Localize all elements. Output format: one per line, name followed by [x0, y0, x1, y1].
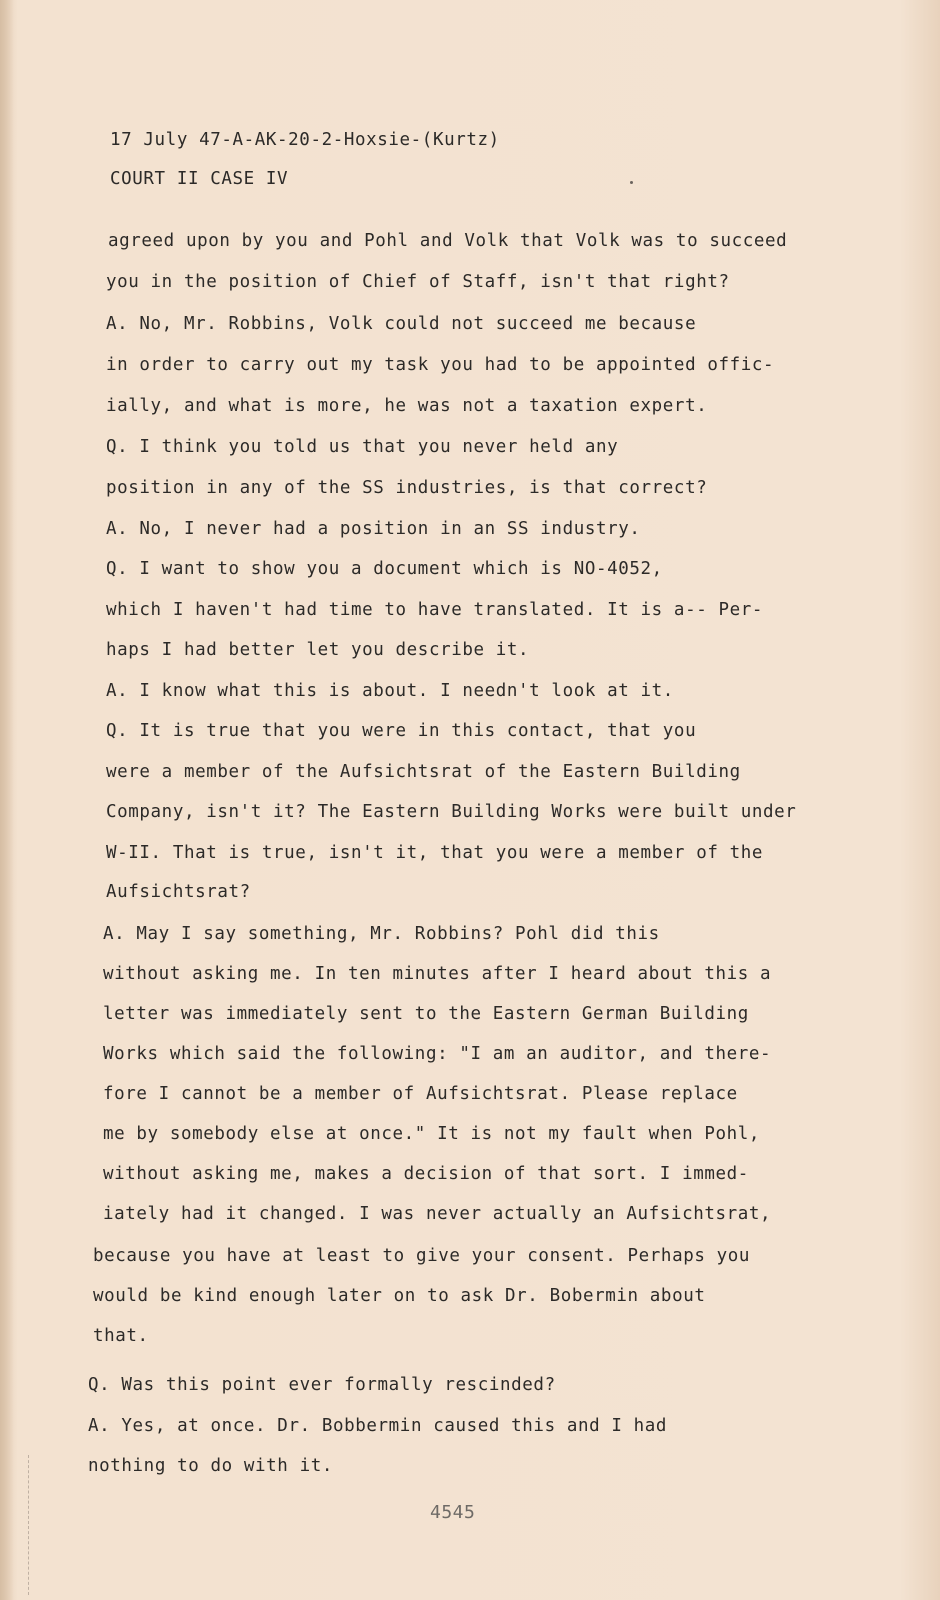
body-line: Aufsichtsrat?	[106, 882, 251, 902]
margin-scribble	[28, 1455, 43, 1595]
body-line: letter was immediately sent to the Eastern German Building	[103, 1004, 749, 1024]
body-line: without asking me, makes a decision of that sort. I immed-	[103, 1164, 749, 1184]
body-line: because you have at least to give your consent. Perhaps you	[93, 1246, 751, 1266]
body-line: that.	[93, 1326, 149, 1346]
body-line: A. No, I never had a position in an SS industry.	[106, 519, 641, 539]
body-line: A. I know what this is about. I needn't look at it.	[106, 681, 674, 701]
body-line: Works which said the following: "I am an auditor, and there-	[103, 1044, 772, 1064]
body-line: iately had it changed. I was never actually an Aufsichtsrat,	[103, 1204, 772, 1224]
body-line: which I haven't had time to have translated. It is a-- Per-	[106, 600, 764, 620]
body-line: were a member of the Aufsichtsrat of the Eastern Building	[106, 762, 741, 782]
body-line: fore I cannot be a member of Aufsichtsrat. Please replace	[103, 1084, 738, 1104]
body-line: Q. Was this point ever formally rescinded?	[88, 1375, 556, 1395]
body-line: me by somebody else at once." It is not my fault when Pohl,	[103, 1124, 761, 1144]
body-line: you in the position of Chief of Staff, isn't that right?	[106, 272, 730, 292]
body-line: A. May I say something, Mr. Robbins? Pohl did this	[103, 924, 660, 944]
header-court-case: COURT II CASE IV	[110, 169, 289, 189]
body-line: A. No, Mr. Robbins, Volk could not succeed me because	[106, 314, 697, 334]
body-line: Q. It is true that you were in this contact, that you	[106, 721, 697, 741]
body-line: ially, and what is more, he was not a taxation expert.	[106, 396, 708, 416]
body-line: Q. I think you told us that you never held any	[106, 437, 619, 457]
body-line: in order to carry out my task you had to be appointed offic-	[106, 355, 775, 375]
body-line: A. Yes, at once. Dr. Bobbermin caused this and I had	[88, 1416, 668, 1436]
header-transcript-id: 17 July 47-A-AK-20-2-Hoxsie-(Kurtz)	[110, 130, 500, 150]
body-line: nothing to do with it.	[88, 1456, 333, 1476]
body-line: would be kind enough later on to ask Dr. Bobermin about	[93, 1286, 706, 1306]
body-line: Q. I want to show you a document which is NO-4052,	[106, 559, 663, 579]
body-line: without asking me. In ten minutes after I heard about this a	[103, 964, 772, 984]
body-line: position in any of the SS industries, is that correct?	[106, 478, 708, 498]
ink-dot	[630, 181, 633, 184]
body-line: W-II. That is true, isn't it, that you were a member of the	[106, 843, 764, 863]
page-number: 4545	[430, 1502, 476, 1523]
body-line: Company, isn't it? The Eastern Building Works were built under	[106, 802, 797, 822]
body-line: agreed upon by you and Pohl and Volk that Volk was to succeed	[108, 231, 788, 251]
paper-edge-shadow	[0, 0, 14, 1600]
body-line: haps I had better let you describe it.	[106, 640, 530, 660]
